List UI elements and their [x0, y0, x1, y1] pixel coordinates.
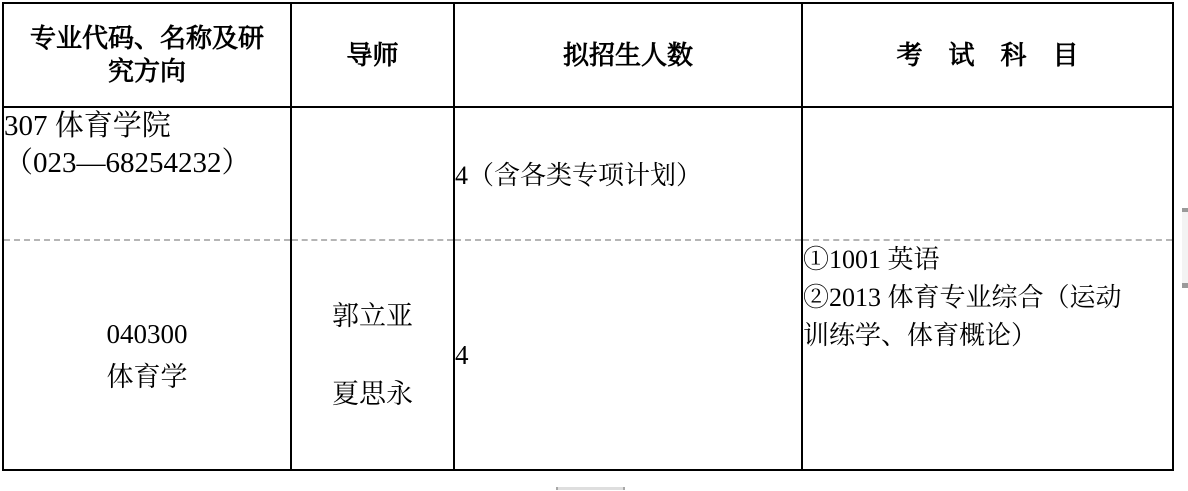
supervisor-name: 夏思永: [332, 379, 413, 409]
exam-subjects-cell: [802, 240, 1173, 470]
spacer: [4, 351, 290, 360]
college-name: 307 体育学院: [4, 110, 171, 142]
admissions-table: [2, 2, 1174, 471]
header-supervisor: 导师: [291, 3, 454, 107]
exam-line: ①1001 英语: [803, 245, 940, 274]
header-line: 专业代码、名称及研: [29, 24, 264, 53]
table-header-row: [3, 3, 1173, 107]
college-exam-cell-empty: [802, 107, 1173, 240]
major-code: 040300: [106, 318, 188, 349]
college-program-cell: [3, 107, 291, 240]
college-phone: （023—68254232）: [4, 147, 251, 179]
supervisor-cell: [291, 240, 454, 470]
major-program-cell: [3, 240, 291, 470]
scrollbar-thumb-fragment-right[interactable]: [1182, 208, 1188, 288]
header-line: 究方向: [107, 57, 186, 86]
header-major-code-direction: [3, 3, 291, 107]
major-name: 体育学: [106, 361, 188, 392]
exam-line: ②2013 体育专业综合（运动: [803, 283, 1122, 312]
scrollbar-fragment-bottom[interactable]: [556, 487, 625, 490]
header-enrollment: 拟招生人数: [454, 3, 802, 107]
college-row: [3, 107, 1173, 240]
exam-line: 训练学、体育概论）: [803, 321, 1038, 350]
header-exam-subjects: 考 试 科 目: [802, 3, 1173, 107]
supervisor-name: 郭立亚: [332, 301, 413, 331]
college-enrollment-cell: 4（含各类专项计划）: [454, 107, 802, 240]
college-supervisor-cell-empty: [291, 107, 454, 240]
major-enrollment-cell: 4: [454, 240, 802, 470]
major-row: [3, 240, 1173, 470]
